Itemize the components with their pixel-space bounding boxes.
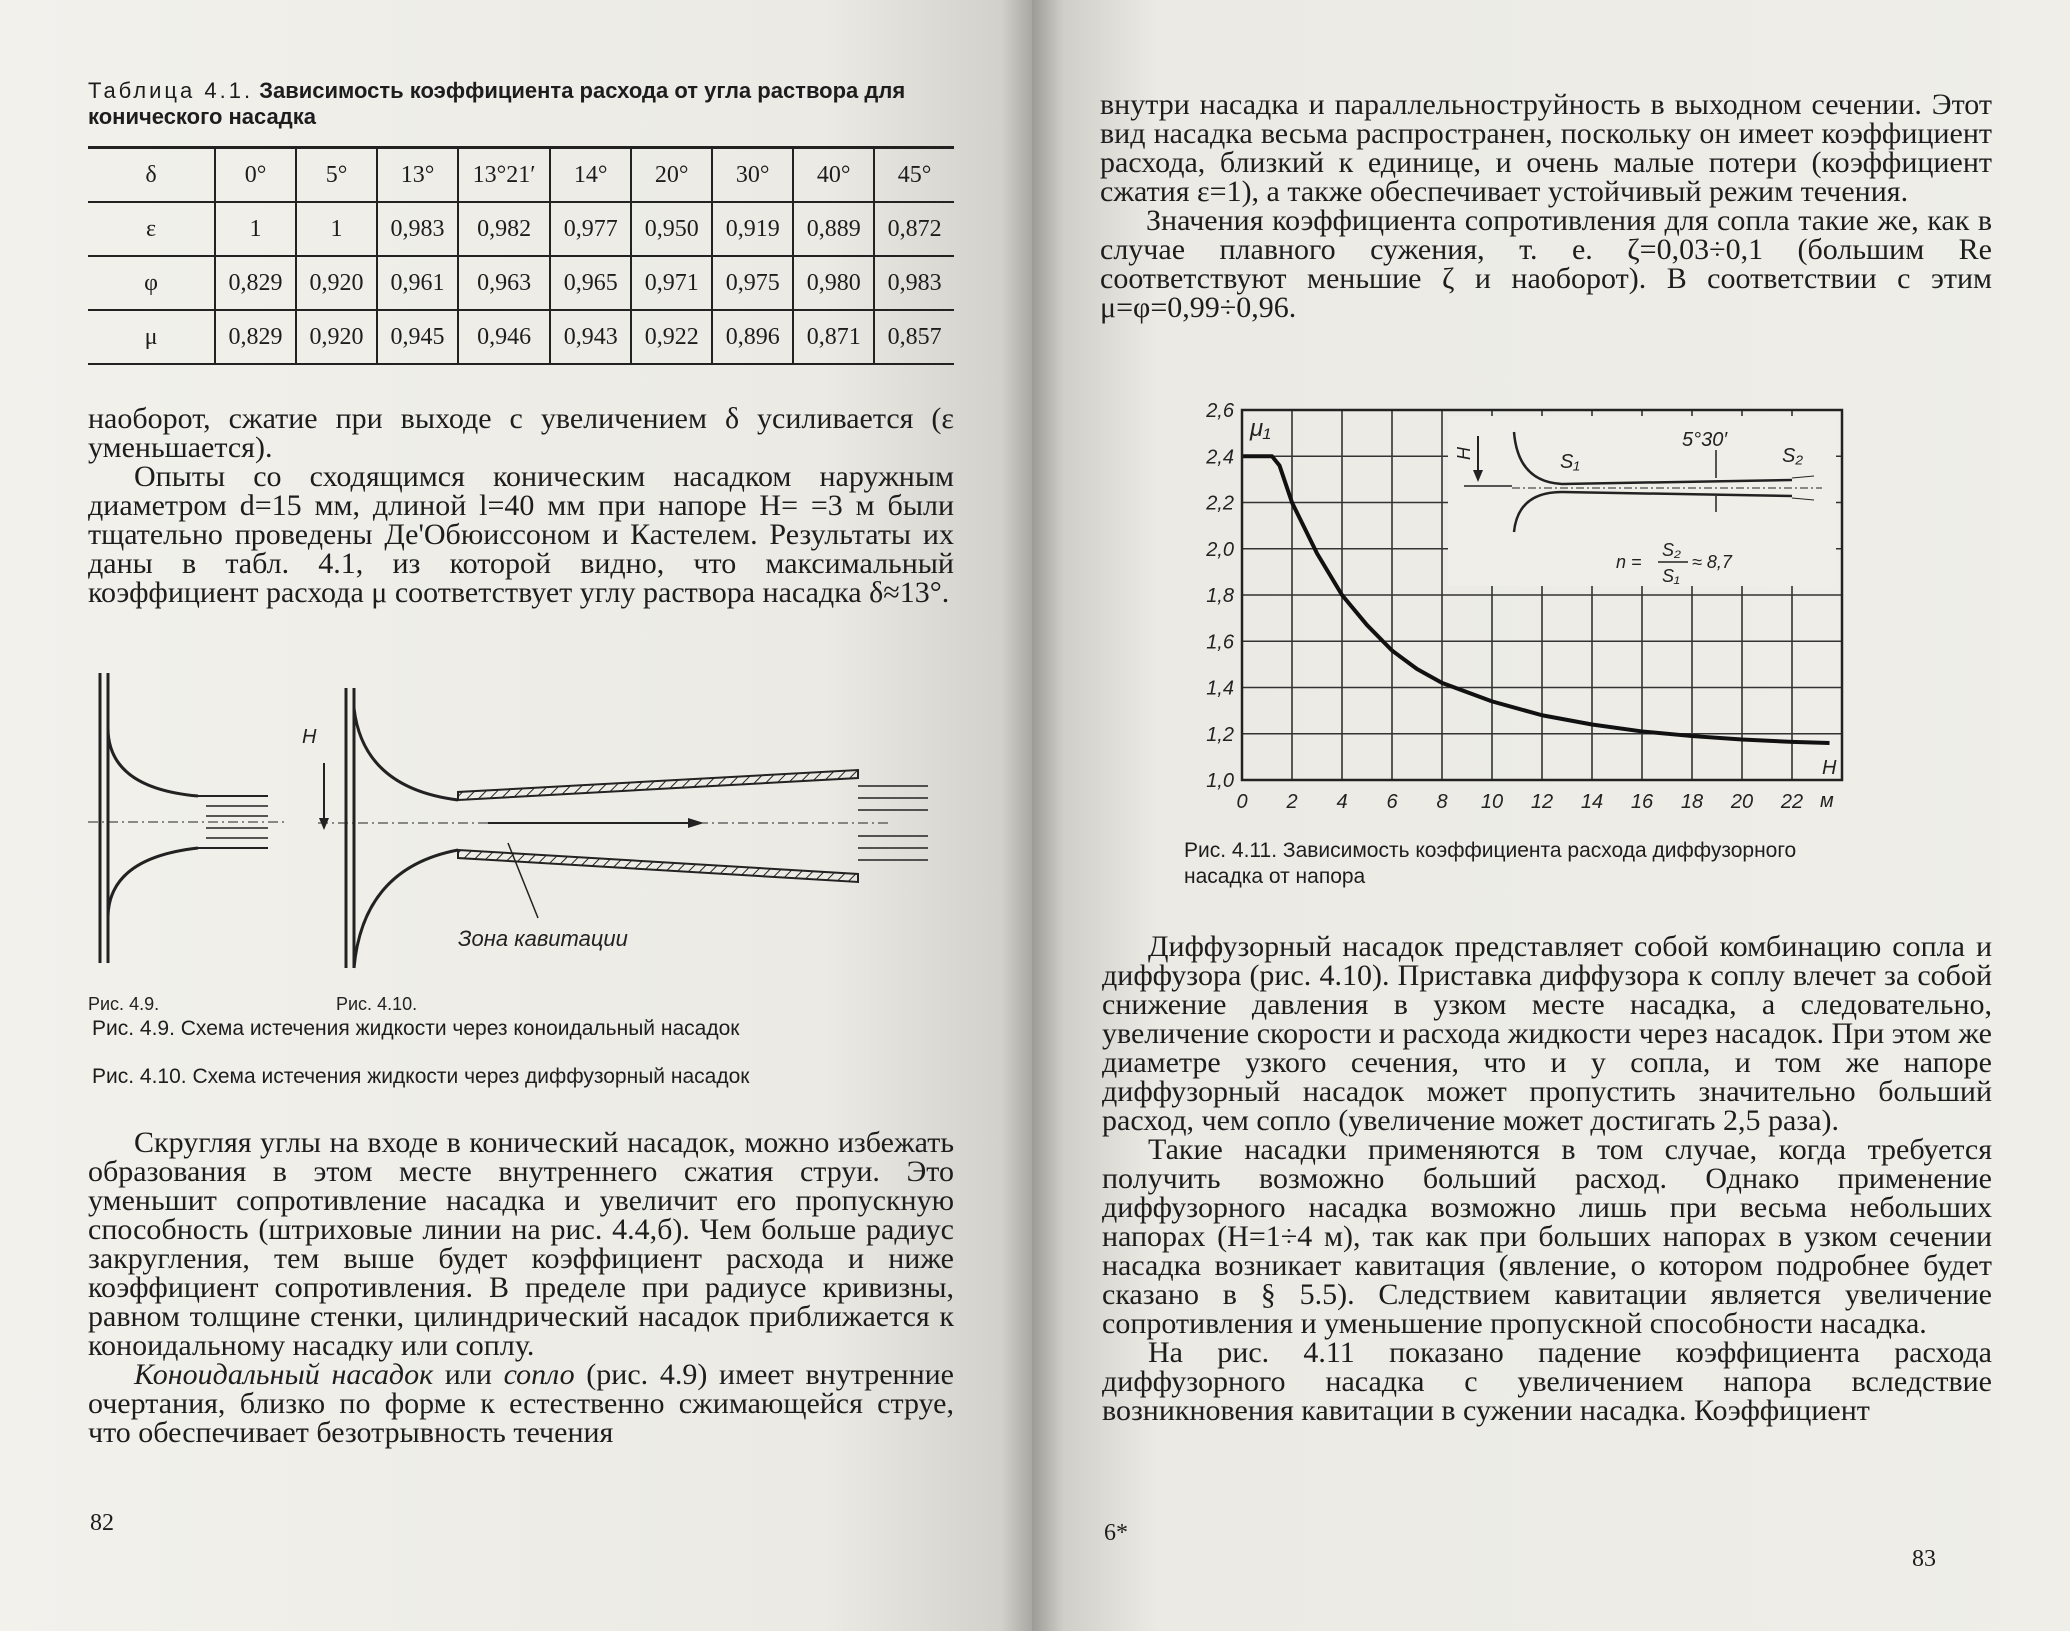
table-cell: 0,829 [215,310,296,364]
table-cell: 0,961 [377,256,458,310]
table-cell: 0,872 [874,202,954,256]
table-header-row [88,148,954,203]
fig-4-10-label: Рис. 4.10. [336,994,418,1014]
paragraph: Опыты со сходящимся коническим насадком наружным диаметром d=15 мм, длиной l=40 мм при напоре H= =3 м были тщательно проведены Де'Обюиссоном и Кастелем. Результаты их даны в табл. 4.1, из которой видно, что максимальный коэффициент расхода μ соответствует углу раствора насадка δ≈13°. [88,460,954,609]
inset-S1: S₁ [1560,451,1580,473]
paragraph: наоборот, сжатие при выходе с увеличением δ усиливается (ε уменьшается). [88,402,954,464]
row-label: μ [88,310,215,364]
table-header-cell: 13°21′ [458,148,550,203]
inset-H: H [1454,447,1474,460]
inset-ratio-rhs: ≈ 8,7 [1692,552,1732,572]
x-tick-label: 4 [1336,791,1348,813]
x-tick-label: 22 [1780,791,1804,813]
inset-ratio-num: S₂ [1662,540,1681,560]
signature-mark: 6* [1104,1520,1128,1546]
table-row [88,202,954,256]
emphasis-term: Коноидальный насадок [134,1358,434,1391]
x-tick-label: 2 [1286,791,1298,813]
paragraph: внутри насадка и параллельноструйность в выходном сечении. Этот вид насадка весьма распространен, поскольку он имеет коэффициент расхода, близкий к единице, и очень малые потери (коэффициент сжатия ε=1), а также обеспечивает устойчивый режим течения. [1100,88,1992,208]
x-tick-label: 12 [1530,791,1554,813]
right-text-block-1 [1100,90,1992,322]
x-tick-label: 0 [1236,791,1248,813]
table-cell: 0,829 [215,256,296,310]
table-cell: 0,945 [377,310,458,364]
table-cell: 0,963 [458,256,550,310]
paragraph: Значения коэффициента сопротивления для сопла такие же, как в случае плавного сужения, т. е. ζ=0,03÷0,1 (большим Re соответствуют меньшие ζ и наоборот). В соответствии с этим μ=φ=0,99÷0,96. [1100,204,1992,324]
paragraph [88,1360,954,1447]
emphasis-term: сопло [503,1358,575,1391]
y-tick-label: 1,4 [1206,677,1234,700]
table-cell: 0,977 [550,202,631,256]
caption-fig-4-11: Рис. 4.11. Зависимость коэффициента расхода диффузорного насадка от напора [1184,839,1797,888]
inset-S2: S₂ [1782,445,1803,467]
y-tick-label: 2,6 [1206,400,1234,422]
x-axis-label: H [1822,757,1837,779]
inset-ratio-lhs: n = [1616,552,1642,572]
table-header-cell: 45° [874,148,954,203]
table-cell: 0,896 [712,310,793,364]
inset-ratio-den: S₁ [1662,566,1680,586]
table-header-cell: 13° [377,148,458,203]
x-axis-unit: м [1820,790,1834,812]
table-cell: 0,922 [631,310,712,364]
left-page [0,0,1032,1631]
caption-fig-4-10: Рис. 4.10. Схема истечения жидкости через диффузорный насадок [92,1065,750,1088]
table-header-cell: 40° [793,148,874,203]
table-cell: 0,983 [377,202,458,256]
y-tick-label: 1,8 [1206,585,1234,607]
table-header-cell: 14° [550,148,631,203]
paragraph: Скругляя углы на входе в конический насадок, можно избежать образования в этом месте внутреннего сжатия струи. Это уменьшит сопротивление насадка и увеличит его пропускную способность (штриховые линии на рис. 4.4,б). Чем больше радиус закругления, тем выше будет коэффициент расхода и ниже коэффициент сопротивления. В пределе при радиусе кривизны, равном толщине стенки, цилиндрический насадок приближается к коноидальному насадку или соплу. [88,1126,954,1362]
y-tick-label: 1,6 [1206,631,1234,654]
y-tick-label: 2,2 [1206,492,1234,515]
x-tick-label: 20 [1730,791,1754,813]
inset-diffuser-schematic [1448,416,1836,586]
y-axis-label: μ₁ [1250,415,1271,442]
paragraph: Диффузорный насадок представляет собой комбинацию сопла и диффузора (рис. 4.10). Приставка диффузора к соплу влечет за собой снижение давления в узком месте насадка, а следовательно, увеличение скорости и расхода жидкости через насадок. При этом же диаметре узкого сечения, что и у сопла, и том же напоре диффузорный насадок может пропустить значительно больший расход, чем сопло (увеличение может достигать 2,5 раза). [1102,930,1992,1137]
conoidal-nozzle-drawing [88,673,288,963]
table-row [88,310,954,364]
table-header-cell: 0° [215,148,296,203]
text-span: или [433,1358,504,1391]
right-text-block-2 [1102,932,1992,1425]
table-header-cell: 20° [631,148,712,203]
table-cell: 1 [215,202,296,256]
text-span: (рис. 4.9) имеет внутренние очертания, близко по форме к естественно сжимающейся струе, что обеспечивает безотрывность течения [88,1358,954,1449]
table-cell: 0,975 [712,256,793,310]
head-H-label: H [302,726,317,748]
y-tick-label: 2,0 [1206,538,1234,561]
table-caption [88,78,968,130]
page-number-left: 82 [90,1510,114,1536]
left-text-block-2 [88,1128,954,1447]
y-tick-label: 1,0 [1206,770,1234,792]
inset-angle: 5°30′ [1682,429,1728,451]
table-cell: 0,965 [550,256,631,310]
nozzle-figures [88,668,968,1018]
row-label: φ [88,256,215,310]
table-cell: 0,982 [458,202,550,256]
x-tick-label: 6 [1386,791,1398,813]
x-tick-label: 8 [1436,791,1448,813]
right-page [1032,0,2070,1631]
cavitation-zone-label: Зона кавитации [458,926,628,951]
table-cell: 0,857 [874,310,954,364]
table-cell: 0,871 [793,310,874,364]
paragraph: Такие насадки применяются в том случае, когда требуется получить возможно больший расход. Однако применение диффузорного насадка возможно лишь при весьма небольших напорах (H=1÷4 м), так как при больших напорах в узком сечении насадка возникает кавитация (явление, о котором подробнее будет сказано в § 5.5). Следствием кавитации является увеличение сопротивления и уменьшение пропускной способности насадка. [1102,1133,1992,1340]
table-cell: 0,946 [458,310,550,364]
x-tick-label: 14 [1580,791,1604,813]
table-cell: 0,971 [631,256,712,310]
table-cell: 1 [296,202,377,256]
table-cell: 0,980 [793,256,874,310]
table-cell: 0,919 [712,202,793,256]
x-tick-label: 10 [1480,791,1504,813]
left-text-block-1 [88,404,954,607]
table-header-cell: δ [88,148,215,203]
y-tick-label: 2,4 [1206,446,1234,469]
caption-fig-4-9: Рис. 4.9. Схема истечения жидкости через коноидальный насадок [92,1017,740,1040]
page-number-right: 83 [1912,1546,1936,1572]
x-tick-label: 18 [1680,791,1704,813]
table-cell: 0,983 [874,256,954,310]
discharge-coefficient-chart [1182,392,1862,832]
paragraph: На рис. 4.11 показано падение коэффициента расхода диффузорного насадка с увеличением напора вследствие возникновения кавитации в сужении насадка. Коэффициент [1102,1336,1992,1427]
table-cell: 0,950 [631,202,712,256]
table-cell: 0,889 [793,202,874,256]
x-tick-label: 16 [1630,791,1654,813]
table-cell: 0,920 [296,256,377,310]
y-tick-label: 1,2 [1206,723,1234,746]
fig-4-9-label: Рис. 4.9. [88,994,160,1014]
table-caption-prefix: Таблица 4.1. [88,78,254,103]
table-cell: 0,943 [550,310,631,364]
table-header-cell: 5° [296,148,377,203]
coefficient-table [88,146,954,365]
table-cell: 0,920 [296,310,377,364]
row-label: ε [88,202,215,256]
table-header-cell: 30° [712,148,793,203]
table-caption-title: Зависимость коэффициента расхода от угла раствора для конического насадка [88,78,906,129]
table-row [88,256,954,310]
